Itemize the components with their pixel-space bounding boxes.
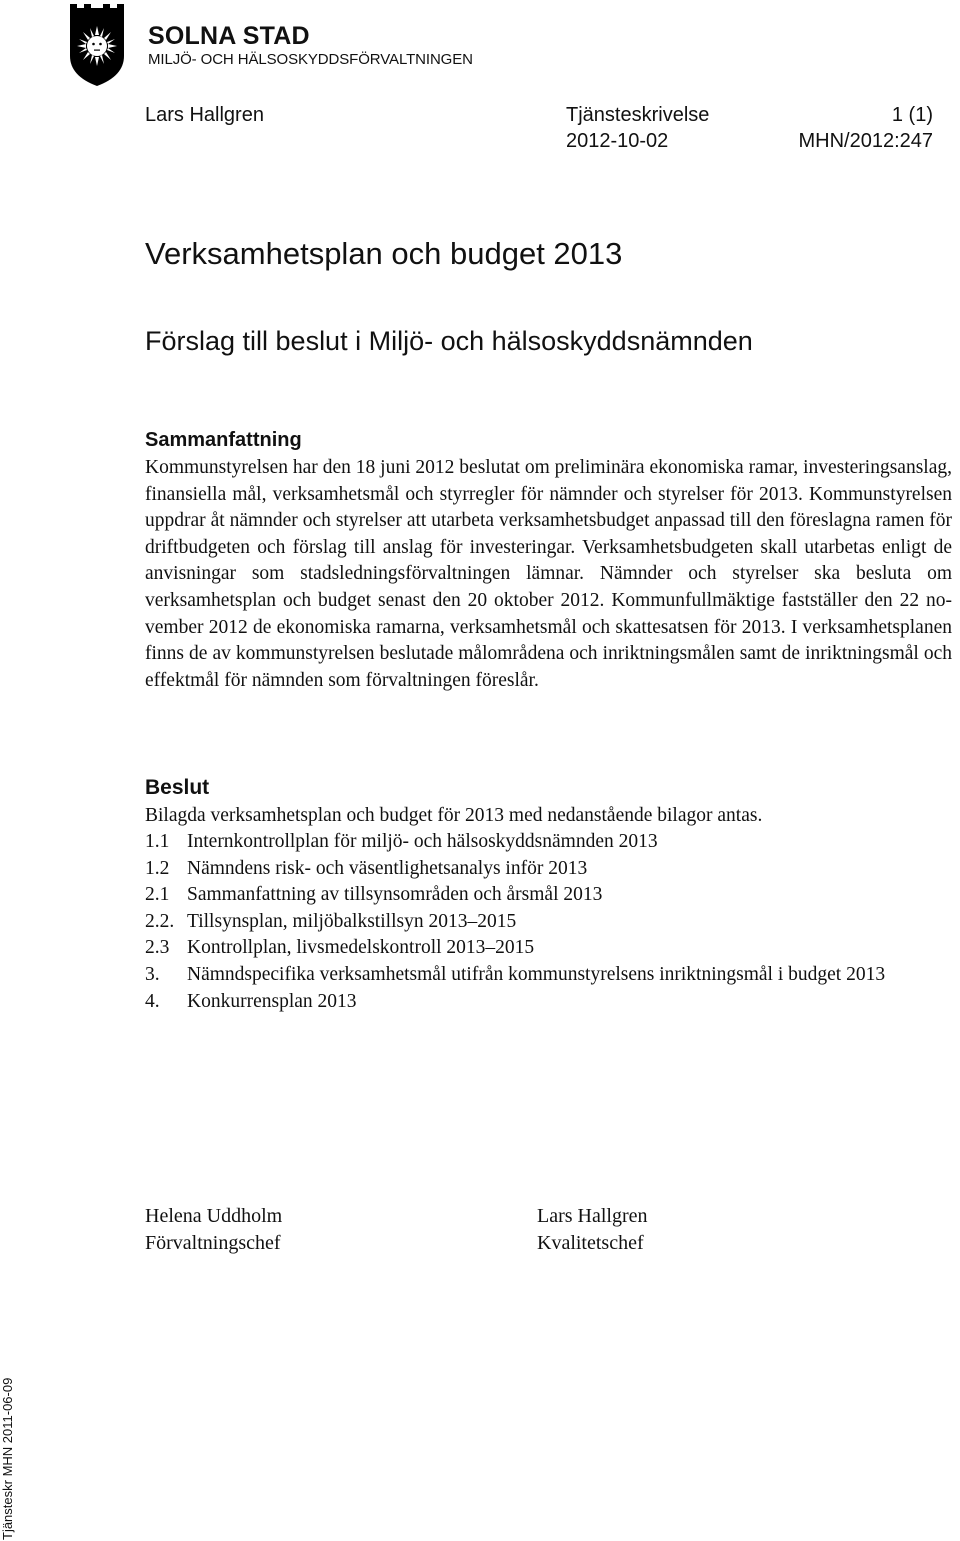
- document-date: 2012-10-02: [566, 130, 669, 152]
- signatory-name: Helena Uddholm: [145, 1205, 283, 1227]
- list-item: [145, 989, 955, 1016]
- list-item: [145, 829, 955, 856]
- attachment-title: Nämndspecifika verksamhetsmål utifrån kommunstyrelsens inriktningsmål i budget 2013: [187, 963, 886, 985]
- author-name: Lars Hallgren: [145, 104, 264, 126]
- page-number: 1 (1): [891, 104, 933, 126]
- template-code: Tjänsteskr MHN 2011-06-09: [0, 1377, 15, 1540]
- attachment-number: 3.: [145, 963, 160, 985]
- signature-block-right: [537, 1203, 648, 1256]
- attachment-title: Konkurrensplan 2013: [187, 990, 357, 1012]
- attachment-title: Kontrollplan, livsmedelskontroll 2013–2015: [187, 937, 535, 959]
- list-item: [145, 909, 955, 936]
- list-item: [145, 856, 955, 883]
- organization-name: SOLNA STAD: [148, 22, 310, 50]
- summary-heading: Sammanfattning: [145, 429, 302, 451]
- attachment-list: [145, 829, 955, 1015]
- attachment-title: Nämndens risk- och väsentlighetsanalys inför 2013: [187, 857, 588, 879]
- signatory-role: Kvalitetschef: [537, 1231, 644, 1254]
- page-subtitle: Förslag till beslut i Miljö- och hälsoskyddsnämnden: [145, 326, 753, 356]
- attachment-title: Sammanfattning av tillsynsområden och årsmål 2013: [187, 884, 603, 906]
- decision-heading: Beslut: [145, 776, 210, 799]
- reference-number: MHN/2012:247: [798, 130, 933, 152]
- attachment-number: 1.2: [145, 857, 170, 879]
- document-type: Tjänsteskrivelse: [566, 104, 710, 126]
- summary-body: Kommunstyrelsen har den 18 juni 2012 beslutat om preliminära ekonomiska ramar, investeringsanslag, finansiella mål, verksamhetsmål och styrregler för nämnder och styrelser för 2013. Kommunstyrelsen uppdrar åt nämnder och styrelser att utarbeta verksamhetsbudget anpassad till den föreslagna ramen för driftbudgeten och förslag till anslag för investeringar. Verksamhetsbudgeten skall utarbetas enligt de anvisningar som stadsledningsförvaltningen lämnar. Nämnder och styrelser ska besluta om verksamhetsplan och budget senast den 20 oktober 2012. Kommunfullmäktige fastställer den 22 november 2012 de ekonomiska ramarna, verksamhetsmål och skattesatsen för 2013. I verksamhetsplanen finns de av kommunstyrelsen beslutade målområdena och inriktningsmålen samt de inriktningsmål och effektmål för nämnden som förvaltningen föreslår.: [145, 457, 952, 691]
- attachment-title: Internkontrollplan för miljö- och hälsoskyddsnämnden 2013: [187, 831, 658, 852]
- attachment-number: 2.3: [145, 937, 170, 959]
- signatory-name: Lars Hallgren: [537, 1205, 648, 1227]
- list-item: [145, 962, 955, 989]
- list-item: [145, 935, 955, 962]
- decision-intro: Bilagda verksamhetsplan och budget för 2013 med nedanstående bilagor antas.: [145, 805, 763, 826]
- list-item: [145, 882, 955, 909]
- page-title: Verksamhetsplan och budget 2013: [145, 236, 623, 271]
- attachment-number: 2.1: [145, 884, 170, 906]
- attachment-number: 2.2.: [145, 910, 175, 932]
- signature-block-left: [145, 1203, 282, 1256]
- solna-coat-of-arms-icon: [66, 2, 128, 88]
- signatory-role: Förvaltningschef: [145, 1231, 281, 1254]
- attachment-number: 4.: [145, 990, 160, 1012]
- attachment-title: Tillsynsplan, miljöbalkstillsyn 2013–2015: [187, 910, 517, 932]
- attachment-number: 1.1: [145, 831, 170, 852]
- organization-department: MILJÖ- OCH HÄLSOSKYDDSFÖRVALTNINGEN: [148, 51, 473, 68]
